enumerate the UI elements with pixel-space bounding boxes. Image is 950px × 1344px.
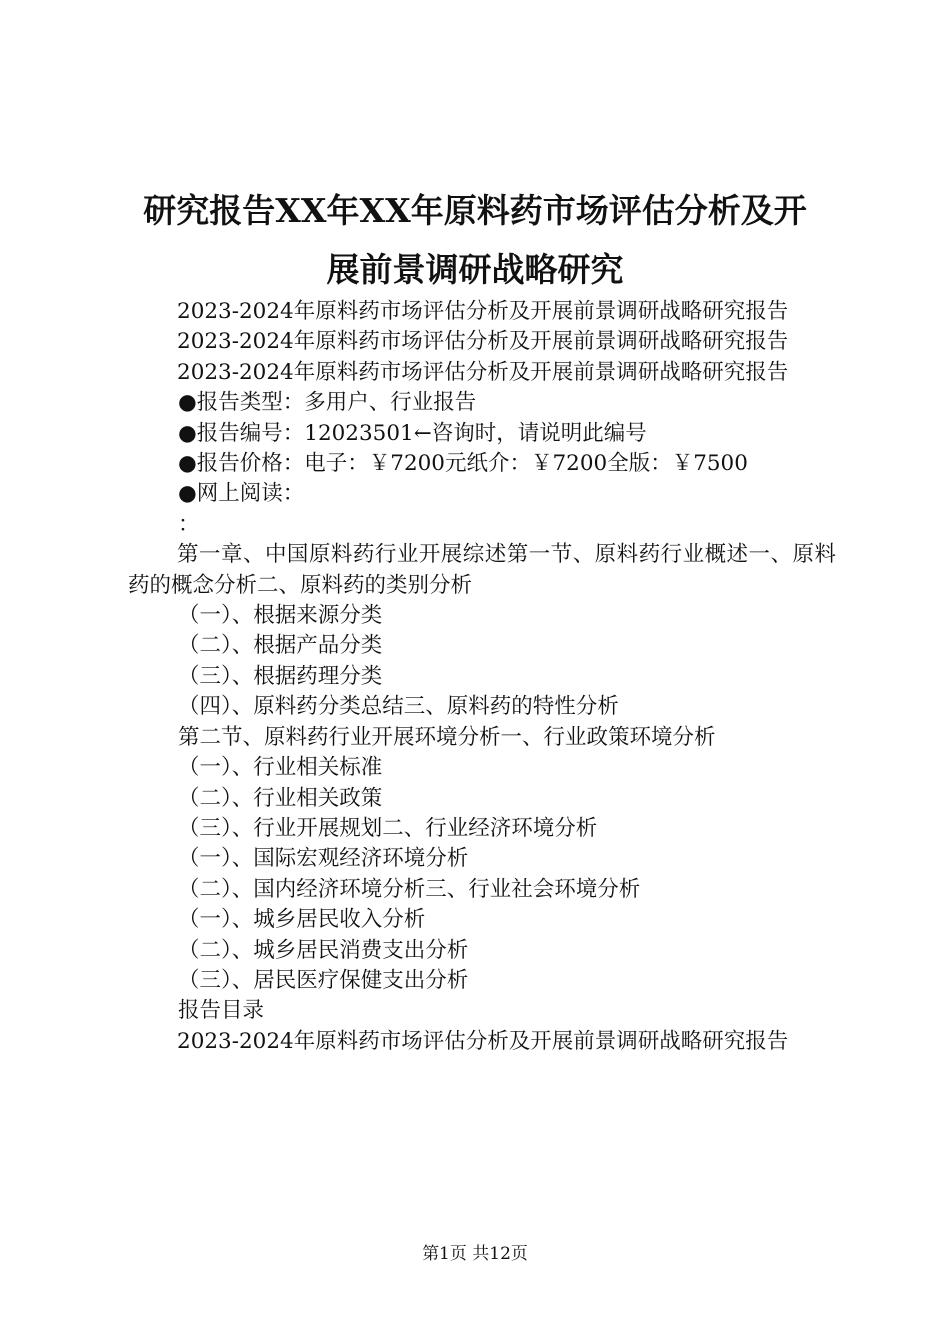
outline-item: （四）、原料药分类总结三、原料药的特性分析: [178, 694, 619, 720]
page-footer: 第1页 共12页: [422, 1244, 528, 1264]
outline-item: （三）、居民医疗保健支出分析: [178, 967, 469, 993]
outline-item: （一）、城乡居民收入分析: [178, 907, 426, 933]
outline-item: （二）、行业相关政策: [178, 785, 383, 811]
outline-item: （三）、行业开展规划二、行业经济环境分析: [178, 815, 598, 841]
outline-item: （三）、根据药理分类: [178, 663, 383, 689]
document-body: [128, 297, 836, 1057]
outline-item: 第二节、原料药行业开展环境分析一、行业政策环境分析: [178, 724, 716, 750]
colon-line: ：: [178, 511, 200, 537]
closing-paragraph: 2023-2024年原料药市场评估分析及开展前景调研战略研究报告: [177, 1028, 789, 1054]
outline-item: （二）、根据产品分类: [178, 633, 383, 659]
report-price-line: ●报告价格：电子：￥7200元纸介：￥7200全版：￥7500: [178, 451, 748, 477]
outline-item: （二）、城乡居民消费支出分析: [178, 937, 469, 963]
chapter-one-paragraph: 第一章、中国原料药行业开展综述第一节、原料药行业概述一、原料药的概念分析二、原料药的类别分析: [128, 542, 836, 598]
intro-paragraph-1: 2023-2024年原料药市场评估分析及开展前景调研战略研究报告: [177, 299, 789, 324]
intro-paragraph-2: 2023-2024年原料药市场评估分析及开展前景调研战略研究报告: [177, 329, 789, 355]
report-type-line: ●报告类型：多用户、行业报告: [178, 390, 477, 416]
online-reading-line: ●网上阅读：: [178, 481, 305, 507]
intro-paragraph-3: 2023-2024年原料药市场评估分析及开展前景调研战略研究报告: [177, 359, 789, 385]
document-title-line-1: 研究报告XX年XX年原料药市场评估分析及开: [143, 191, 807, 230]
outline-item: （一）、根据来源分类: [178, 603, 383, 629]
outline-item: （一）、国际宏观经济环境分析: [178, 846, 469, 872]
outline-item: （二）、国内经济环境分析三、行业社会环境分析: [178, 876, 641, 902]
report-toc-heading: 报告目录: [178, 998, 265, 1024]
document-title-line-2: 展前景调研战略研究: [326, 250, 624, 289]
outline-item: （一）、行业相关标准: [178, 755, 383, 781]
report-number-line: ●报告编号：12023501←咨询时，请说明此编号: [178, 420, 647, 446]
